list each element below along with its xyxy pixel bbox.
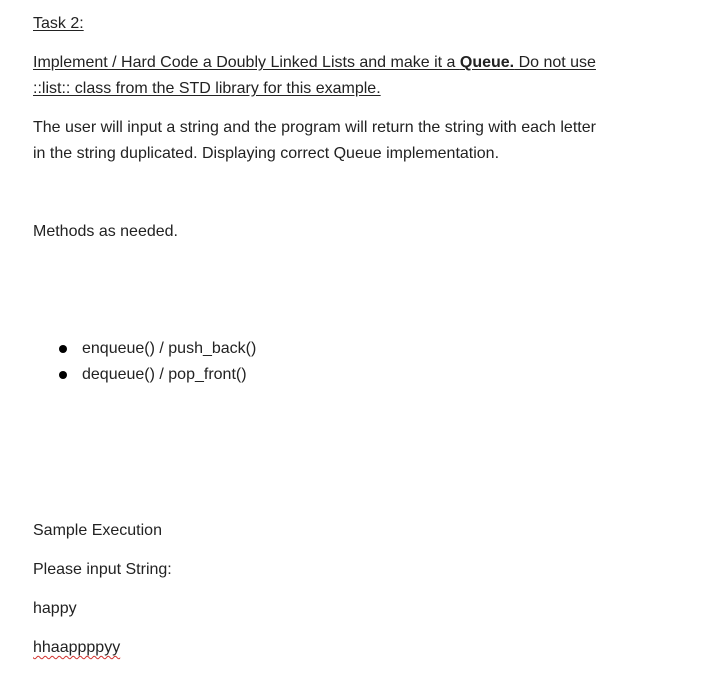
sample-output bbox=[33, 638, 120, 658]
sample-title: Sample Execution bbox=[33, 522, 162, 539]
description-line-1: The user will input a string and the program will return the string with each letter bbox=[33, 119, 596, 136]
task-heading: Task 2: bbox=[33, 15, 84, 32]
instruction-text-post: Do not use bbox=[514, 54, 596, 71]
sample-input: happy bbox=[33, 600, 77, 617]
methods-note: Methods as needed. bbox=[33, 223, 178, 240]
method-label: enqueue() / push_back() bbox=[82, 340, 257, 357]
instruction-line-2: ::list:: class from the STD library for this example. bbox=[33, 80, 381, 97]
queue-keyword: Queue. bbox=[459, 54, 515, 71]
sample-prompt: Please input String: bbox=[33, 561, 172, 578]
spellcheck-word: hhaappppyy bbox=[33, 639, 121, 656]
bullet-icon bbox=[59, 371, 67, 379]
list-item bbox=[58, 339, 256, 365]
method-label: dequeue() / pop_front() bbox=[82, 366, 247, 383]
instruction-text-pre: Implement / Hard Code a Doubly Linked Lists and make it a bbox=[33, 54, 460, 71]
instruction-line-1 bbox=[33, 53, 596, 73]
description-line-2: in the string duplicated. Displaying correct Queue implementation. bbox=[33, 145, 500, 162]
list-item bbox=[58, 365, 256, 391]
bullet-icon bbox=[59, 345, 67, 353]
methods-list bbox=[58, 339, 256, 391]
